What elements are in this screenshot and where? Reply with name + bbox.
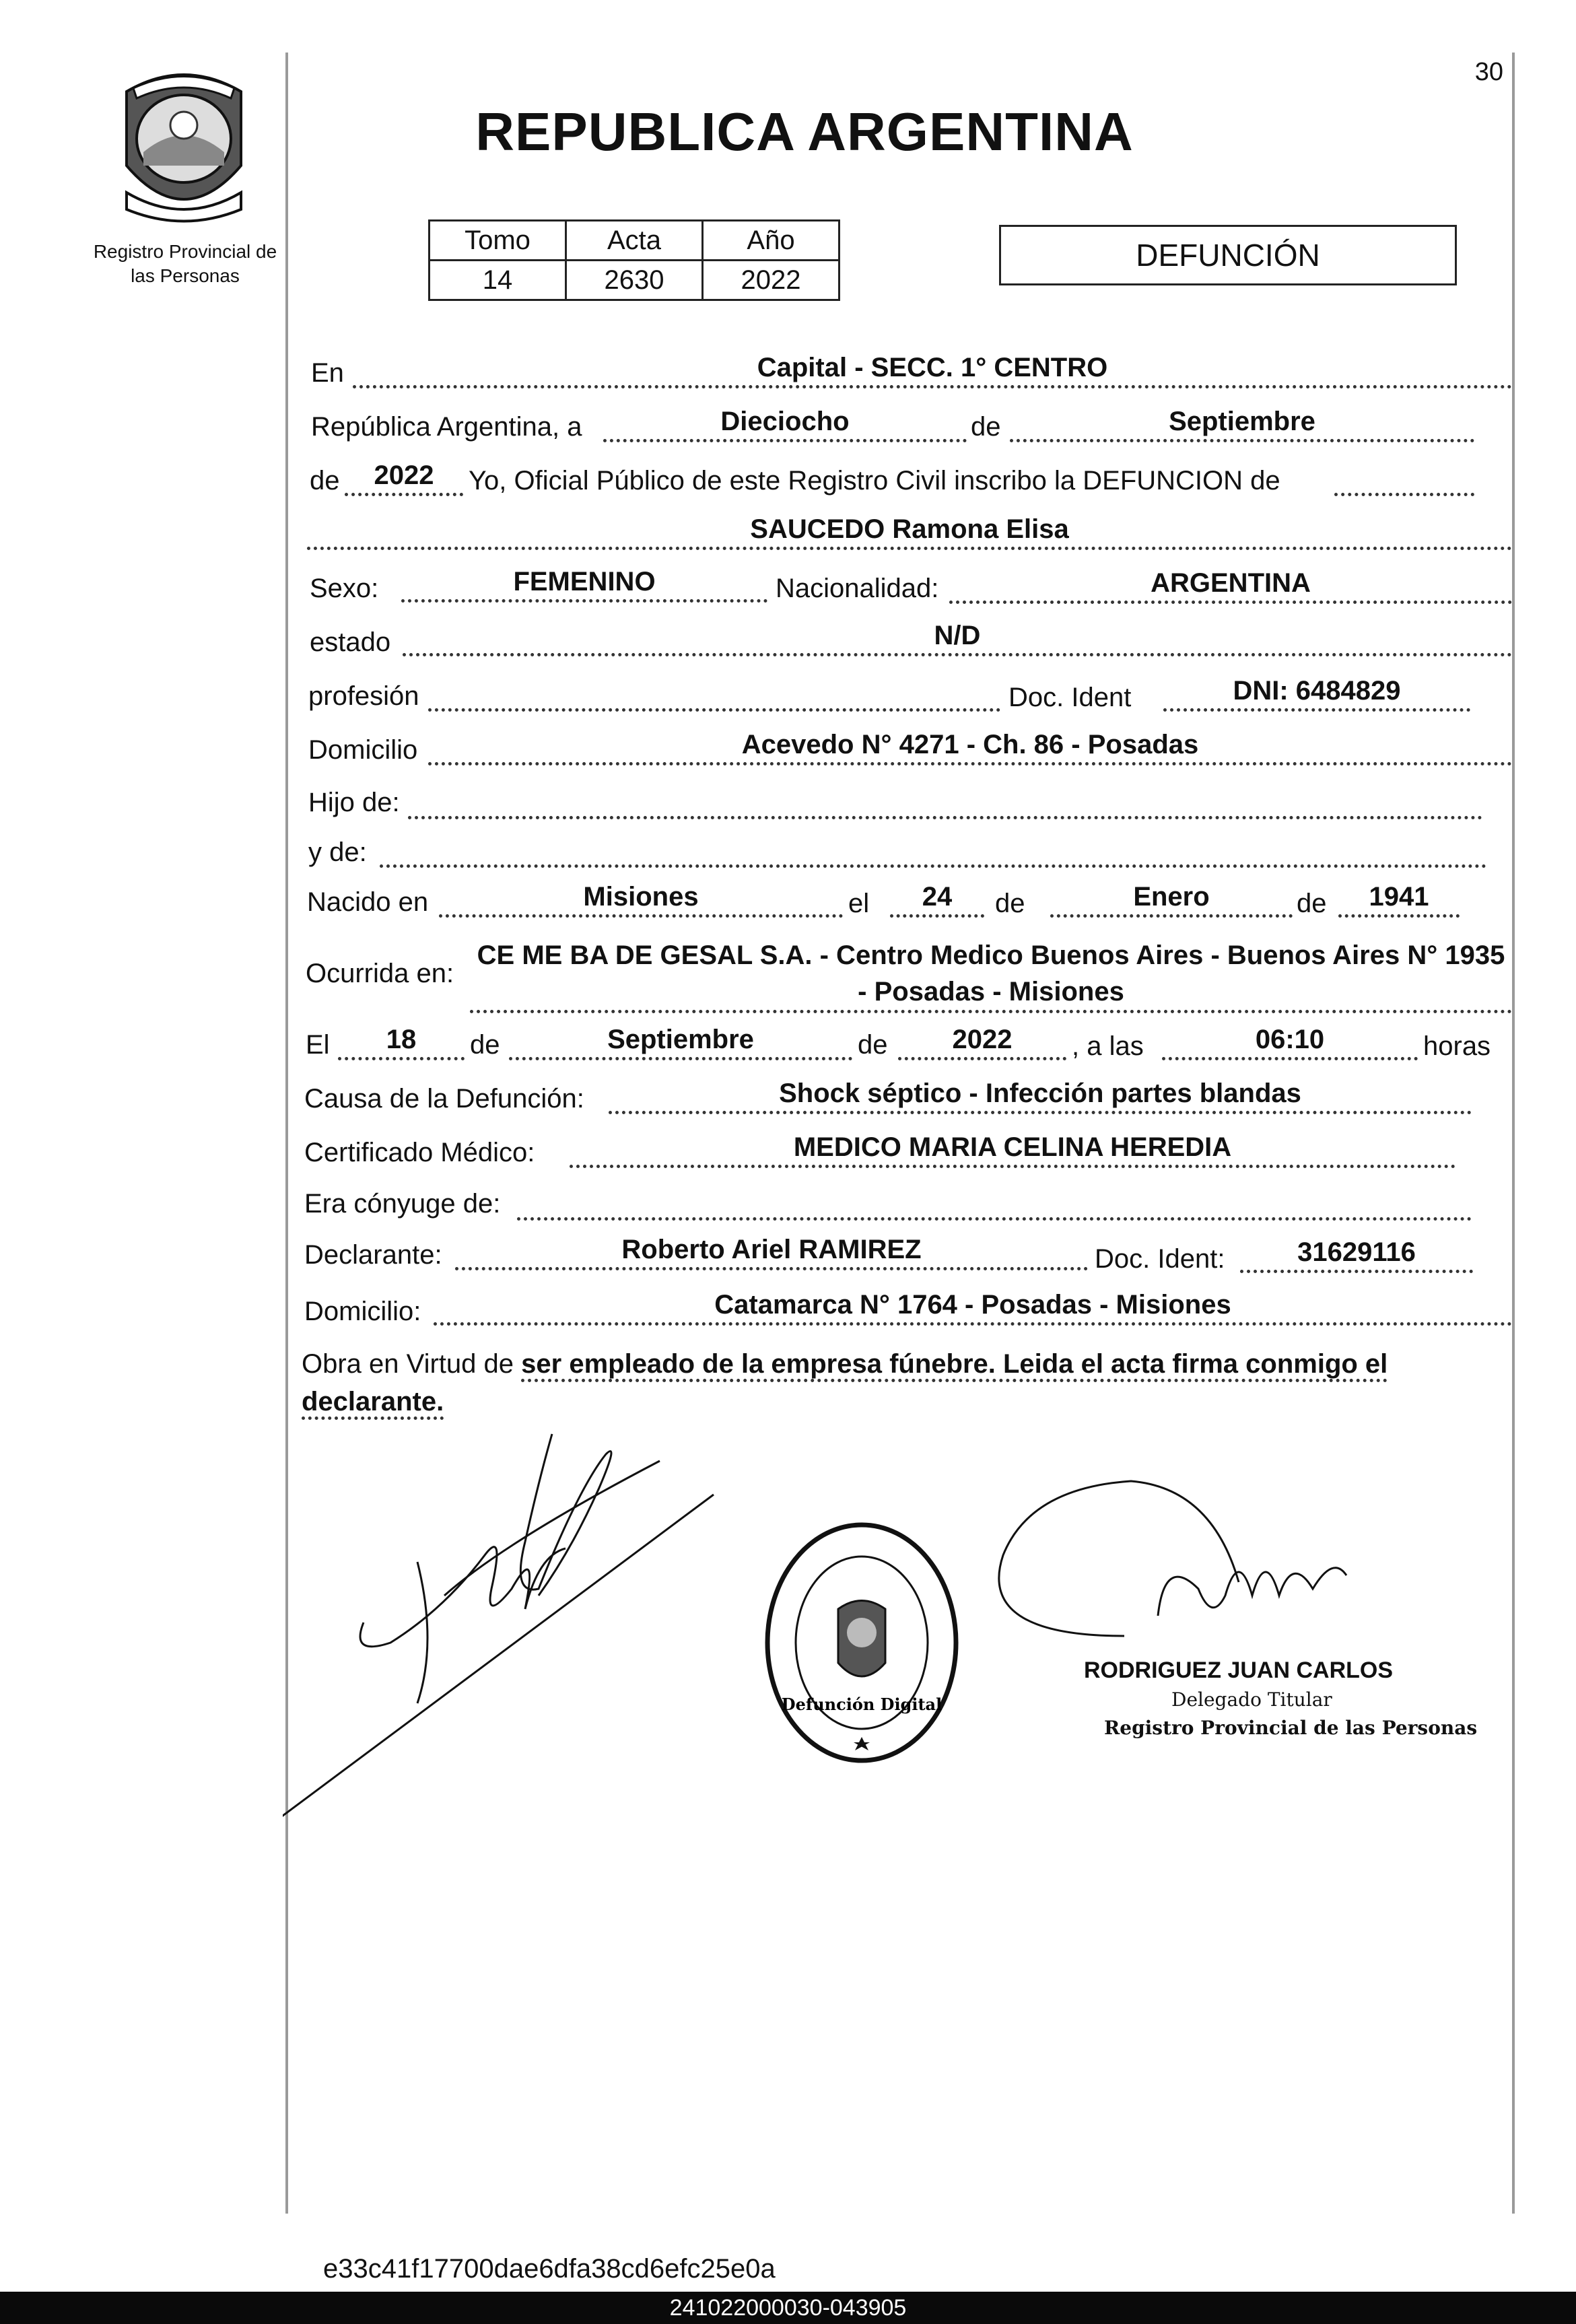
registry-line-1: Registro Provincial de xyxy=(93,241,277,262)
label-en: En xyxy=(311,358,344,388)
label-causa: Causa de la Defunción: xyxy=(304,1084,584,1114)
field-hora: 06:10 xyxy=(1162,1025,1418,1060)
field-yo-blank xyxy=(1334,460,1474,496)
field-causa: Shock séptico - Infección partes blandas xyxy=(609,1079,1472,1114)
label-sexo: Sexo: xyxy=(310,574,379,603)
page-title: REPUBLICA ARGENTINA xyxy=(475,102,1134,162)
field-declarante-doc: 31629116 xyxy=(1240,1237,1473,1273)
value-tomo: 14 xyxy=(430,261,566,300)
label-horas: horas xyxy=(1423,1031,1491,1061)
label-conyuge: Era cónyuge de: xyxy=(304,1189,501,1219)
field-nacido-dia: 24 xyxy=(890,882,984,918)
label-y-de: y de: xyxy=(308,838,367,867)
label-obra: Obra en Virtud de xyxy=(302,1349,514,1379)
label-estado: estado xyxy=(310,627,391,657)
label-de-3: de xyxy=(995,889,1025,918)
header-acta: Acta xyxy=(566,221,703,261)
page-number: 30 xyxy=(1474,58,1503,86)
field-hijo-de xyxy=(408,784,1482,819)
label-de-2: de xyxy=(310,466,340,495)
registry-stamp xyxy=(767,1525,956,1761)
field-anio: 2022 xyxy=(345,460,463,496)
official-office: Registro Provincial de las Personas xyxy=(1104,1717,1478,1739)
label-doc-ident: Doc. Ident xyxy=(1008,683,1132,712)
label-yo: Yo, Oficial Público de este Registro Civil inscribo la DEFUNCION de xyxy=(469,466,1280,495)
field-declarante: Roberto Ariel RAMIREZ xyxy=(455,1235,1088,1270)
label-certificado: Certificado Médico: xyxy=(304,1138,535,1167)
official-role: Delegado Titular xyxy=(1171,1688,1332,1711)
value-anio: 2022 xyxy=(703,261,840,300)
footer-code: 241022000030-043905 xyxy=(0,2292,1576,2324)
field-def-anio: 2022 xyxy=(898,1025,1066,1060)
label-republica: República Argentina, a xyxy=(311,412,582,442)
label-domicilio: Domicilio xyxy=(308,735,418,765)
label-hijo-de: Hijo de: xyxy=(308,788,400,817)
field-estado: N/D xyxy=(403,621,1512,656)
field-nacido-anio: 1941 xyxy=(1338,882,1460,918)
field-certificado: MEDICO MARIA CELINA HEREDIA xyxy=(570,1132,1455,1168)
field-lugar: Capital - SECC. 1° CENTRO xyxy=(353,353,1512,388)
official-signature xyxy=(999,1481,1346,1636)
label-de-1: de xyxy=(971,412,1001,442)
field-def-dia: 18 xyxy=(338,1025,465,1060)
label-nacido-en: Nacido en xyxy=(307,887,429,917)
field-declarante-domicilio: Catamarca N° 1764 - Posadas - Misiones xyxy=(434,1290,1512,1326)
registry-caption xyxy=(74,240,296,288)
label-ocurrida-en: Ocurrida en: xyxy=(306,959,454,988)
field-sexo: FEMENINO xyxy=(401,567,767,603)
document-hash: e33c41f17700dae6dfa38cd6efc25e0a xyxy=(323,2254,776,2284)
field-dia-letras: Dieciocho xyxy=(603,407,967,442)
label-de-4: de xyxy=(1297,889,1327,918)
field-def-mes: Septiembre xyxy=(509,1025,852,1060)
field-y-de xyxy=(380,832,1486,868)
declarant-signature xyxy=(283,1434,714,1818)
label-declarante: Declarante: xyxy=(304,1240,442,1270)
value-acta: 2630 xyxy=(566,261,703,300)
field-mes: Septiembre xyxy=(1010,407,1474,442)
field-nacido-mes: Enero xyxy=(1050,882,1293,918)
field-nacionalidad: ARGENTINA xyxy=(949,568,1512,604)
field-obra: ser empleado de la empresa fúnebre. Leida el acta firma conmigo el declarante. xyxy=(302,1349,1387,1420)
header-anio: Año xyxy=(703,221,840,261)
signature-area xyxy=(283,1421,1508,1838)
label-domicilio-2: Domicilio: xyxy=(304,1297,421,1326)
label-el-cap: El xyxy=(306,1030,330,1060)
field-nacido-lugar: Misiones xyxy=(439,882,843,918)
official-name: RODRIGUEZ JUAN CARLOS xyxy=(1084,1657,1394,1683)
label-de-6: de xyxy=(858,1030,888,1060)
document-type-box: DEFUNCIÓN xyxy=(999,225,1457,285)
field-conyuge xyxy=(517,1185,1472,1221)
field-domicilio: Acevedo N° 4271 - Ch. 86 - Posadas xyxy=(428,730,1512,765)
field-nombre: SAUCEDO Ramona Elisa xyxy=(307,514,1512,550)
stamp-inner-text: Defunción Digital xyxy=(781,1695,943,1714)
header-tomo: Tomo xyxy=(430,221,566,261)
label-a-las: , a las xyxy=(1072,1031,1144,1061)
label-de-5: de xyxy=(470,1030,500,1060)
field-profesion xyxy=(428,676,1000,712)
obra-paragraph xyxy=(302,1345,1501,1421)
label-doc-ident-2: Doc. Ident: xyxy=(1095,1244,1225,1274)
right-margin-rule xyxy=(1512,53,1515,2214)
provincia-misiones-seal-icon xyxy=(113,65,254,226)
field-ocurrida: CE ME BA DE GESAL S.A. - Centro Medico Buenos Aires - Buenos Aires N° 1935 - Posadas - Misiones xyxy=(470,937,1512,1013)
left-margin-rule xyxy=(285,53,288,2214)
record-table xyxy=(428,219,840,301)
registry-line-2: las Personas xyxy=(131,265,240,286)
label-nacionalidad: Nacionalidad: xyxy=(776,574,939,603)
label-el: el xyxy=(848,889,870,918)
field-doc: DNI: 6484829 xyxy=(1163,676,1470,712)
label-profesion: profesión xyxy=(308,681,419,711)
